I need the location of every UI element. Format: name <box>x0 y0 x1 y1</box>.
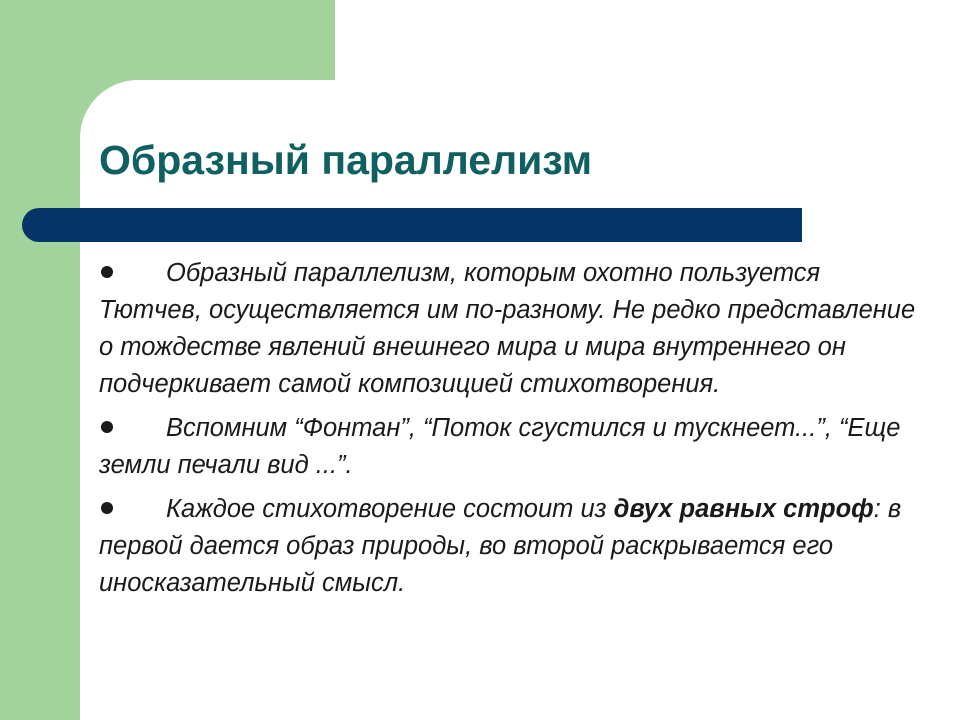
bullet-text: Образный параллелизм, которым охотно пользуется Тютчев, осуществляется им по-разному. Не редко представление о тождестве явлений внешнего мира и мира внутреннего он подчеркивает самой композицией стихотворения. <box>99 259 916 398</box>
bullet-dot-icon <box>101 502 113 514</box>
title-rule-bar <box>22 208 802 242</box>
bullet-list <box>99 255 919 609</box>
bullet-text-before: Каждое стихотворение состоит из <box>166 495 614 523</box>
green-accent-left <box>0 0 80 720</box>
bullet-dot-icon <box>101 421 113 433</box>
bullet-item-2 <box>99 410 919 484</box>
bullet-text-after: : в первой дается образ природы, во второй раскрывается его иносказательный смысл. <box>99 495 902 597</box>
slide-title: Образный параллелизм <box>99 137 593 183</box>
bullet-item-1 <box>99 255 919 403</box>
bullet-dot-icon <box>101 266 113 278</box>
bullet-item-3 <box>99 491 919 602</box>
bullet-text-bold: двух равных строф <box>613 495 874 523</box>
bullet-text: Вспомним “Фонтан”, “Поток сгустился и тускнеет...”, “Еще земли печали вид ...”. <box>99 414 901 479</box>
